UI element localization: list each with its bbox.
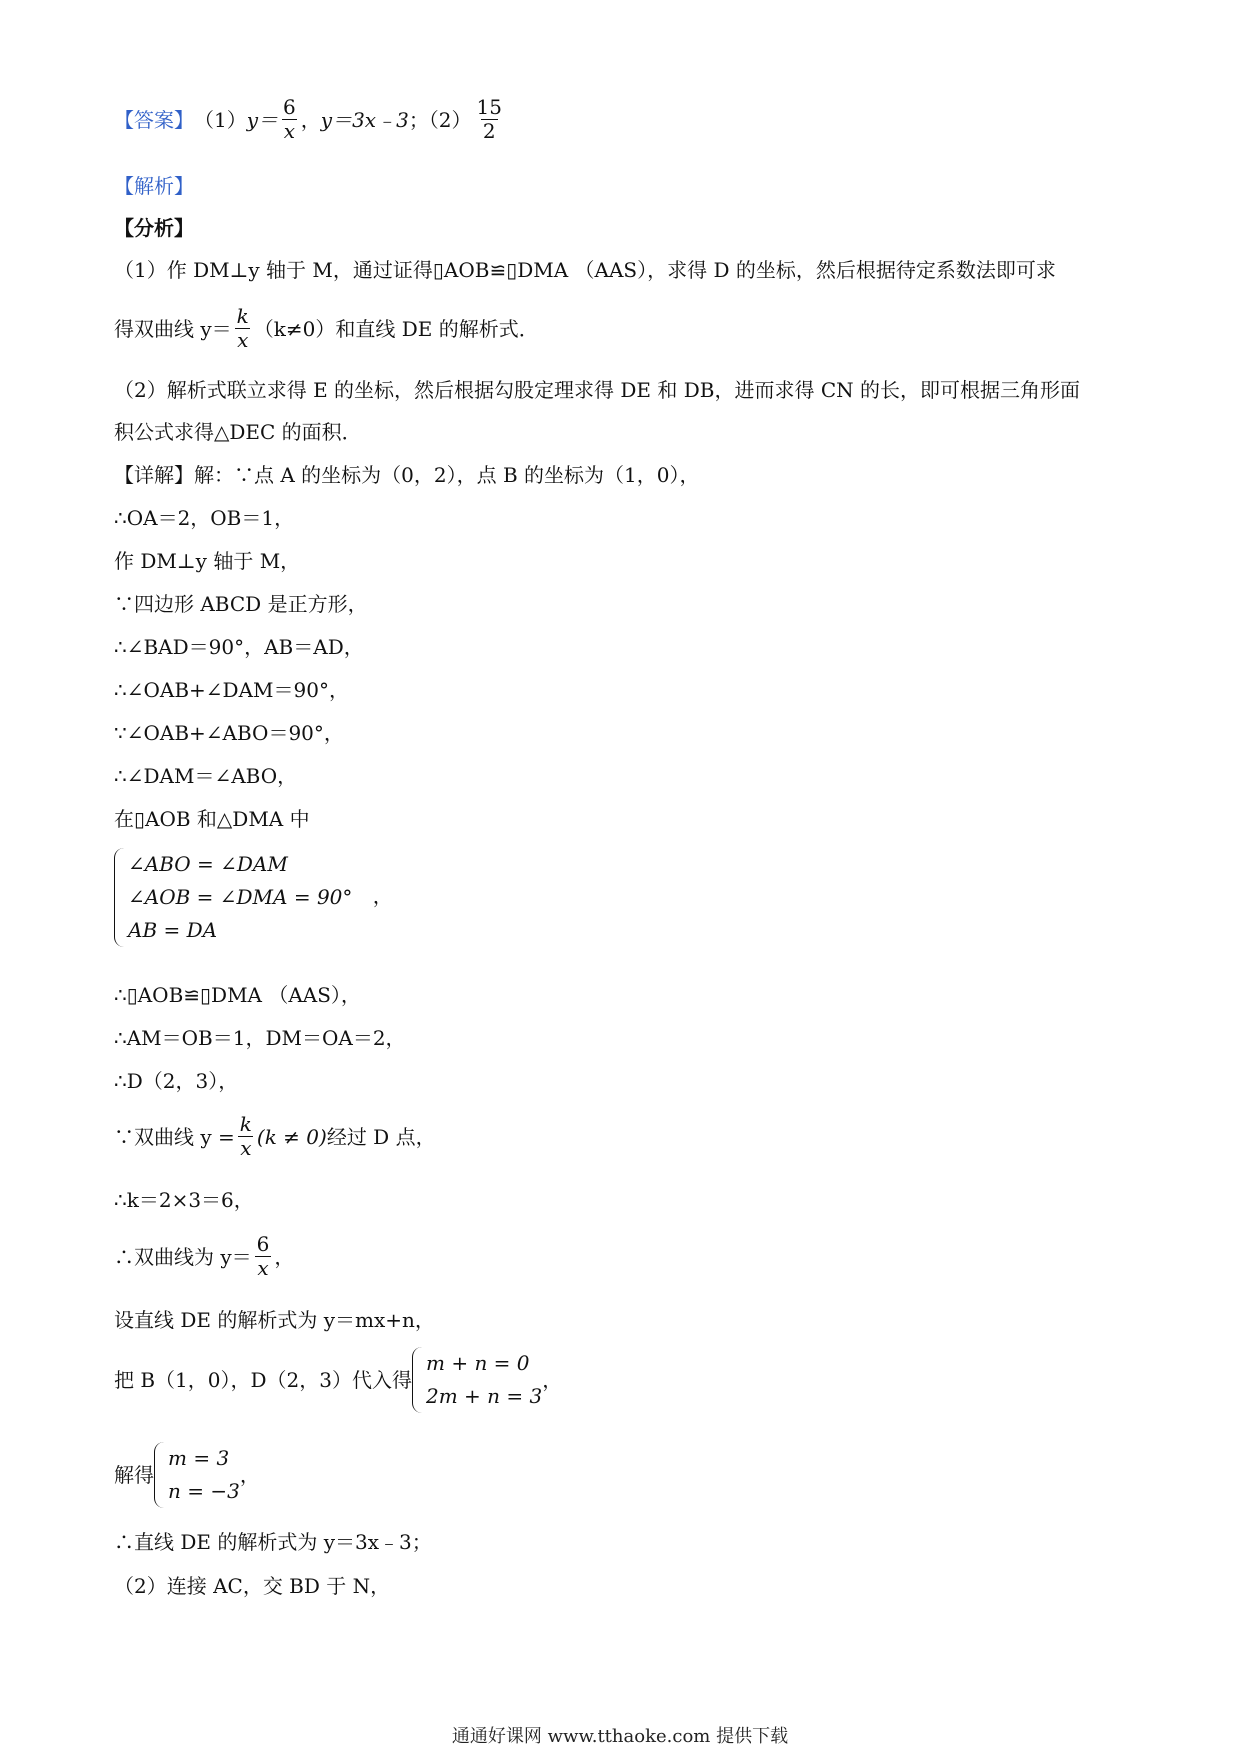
- system-1-row-2: ∠AOB = ∠DMA = 90°: [128, 885, 353, 909]
- detail-line-17: [114, 1347, 562, 1413]
- left-brace-icon: [114, 848, 124, 947]
- analysis-k-over-x: [235, 305, 251, 352]
- detail-line-13-suffix: 经过 D 点，: [326, 1124, 436, 1149]
- hyperbola-x-denominator: x: [240, 1136, 252, 1160]
- answer-eq2: y＝3x﹣3: [320, 107, 409, 132]
- answer-eq1-left: y＝: [246, 107, 279, 132]
- answer-value-denominator: 2: [482, 119, 496, 143]
- equation-system-3-rows: [168, 1442, 240, 1508]
- answer-eq1-denominator: x: [283, 119, 296, 143]
- equation-system-1: [114, 848, 393, 947]
- detail-line-16: 设直线 DE 的解析式为 y＝mx+n，: [114, 1308, 435, 1332]
- equation-system-1-rows: [128, 848, 352, 947]
- detail-line-13: [114, 1113, 436, 1160]
- system-3-row-2: n = −3: [168, 1479, 240, 1503]
- detail-line-18: [114, 1442, 260, 1508]
- system-3-row-1: m = 3: [168, 1446, 230, 1470]
- detail-line-8: ∴∠DAM＝∠ABO，: [114, 764, 298, 788]
- analysis-line-2-prefix: 得双曲线 y＝: [114, 316, 232, 341]
- detail-line-13-prefix: ∵双曲线 y =: [114, 1124, 235, 1149]
- analysis-line-3: （2）解析式联立求得 E 的坐标，然后根据勾股定理求得 DE 和 DB，进而求得 CN 的长，即可根据三角形面: [114, 378, 1080, 402]
- equation-system-3: [154, 1442, 240, 1508]
- answer-line: [114, 96, 507, 143]
- detail-line-12: ∴D（2，3），: [114, 1069, 239, 1093]
- detail-line-2: ∴OA＝2，OB＝1，: [114, 506, 295, 530]
- analysis-tag: 【分析】: [114, 216, 194, 240]
- equation-system-2-rows: [426, 1347, 542, 1413]
- detail-line-18-suffix: ，: [239, 1463, 260, 1487]
- detail-line-15-suffix: ，: [274, 1244, 295, 1269]
- equation-system-2: [412, 1347, 542, 1413]
- hyperbola-k-numerator: k: [239, 1112, 252, 1136]
- hyperbola-6-numerator: 6: [256, 1232, 270, 1256]
- answer-eq1-numerator: 6: [283, 95, 296, 119]
- system-1-row-1: ∠ABO = ∠DAM: [128, 852, 288, 876]
- system-1-row-3: AB = DA: [128, 918, 218, 942]
- detail-line-10: ∴▯AOB≌▯DMA （AAS），: [114, 983, 361, 1007]
- detail-line-11: ∴AM＝OB＝1，DM＝OA＝2，: [114, 1026, 406, 1050]
- detail-line-3: 作 DM⊥y 轴于 M，: [114, 549, 301, 573]
- answer-part2-label: ；（2）: [408, 107, 472, 132]
- left-brace-icon: [412, 1347, 422, 1413]
- analysis-line-1: （1）作 DM⊥y 轴于 M，通过证得▯AOB≌▯DMA （AAS），求得 D 的坐标，然后根据待定系数法即可求: [114, 258, 1056, 282]
- answer-eq1-fraction: [281, 96, 298, 143]
- detail-line-20: （2）连接 AC，交 BD 于 N，: [114, 1574, 391, 1598]
- detail-line-15-prefix: ∴双曲线为 y＝: [114, 1244, 252, 1269]
- hyperbola-6-over-x: [255, 1233, 272, 1280]
- hyperbola-k-over-x: [238, 1113, 254, 1160]
- answer-eq1-sep: ，: [300, 107, 321, 132]
- detail-line-18-prefix: 解得: [114, 1463, 154, 1487]
- detail-line-7: ∵∠OAB+∠ABO＝90°，: [114, 721, 344, 745]
- hyperbola-condition: (k ≠ 0): [256, 1124, 327, 1149]
- system-1-tail: ，: [372, 884, 393, 908]
- system-2-row-1: m + n = 0: [426, 1351, 530, 1375]
- equation-system-1-body: [114, 848, 352, 947]
- detail-line-19: ∴直线 DE 的解析式为 y＝3x﹣3；: [114, 1530, 432, 1554]
- detail-line-5: ∴∠BAD＝90°，AB＝AD，: [114, 635, 364, 659]
- detail-line-17-suffix: ，: [542, 1368, 563, 1392]
- answer-tag: 【答案】: [114, 107, 194, 132]
- left-brace-icon: [154, 1442, 164, 1508]
- detail-line-1: 【详解】解：∵点 A 的坐标为（0，2），点 B 的坐标为（1，0），: [114, 463, 700, 487]
- detail-line-6: ∴∠OAB+∠DAM＝90°，: [114, 678, 349, 702]
- analysis-x-denominator: x: [237, 328, 249, 352]
- answer-value-fraction: [475, 96, 504, 143]
- detail-line-14: ∴k＝2×3＝6，: [114, 1188, 254, 1212]
- explain-tag: 【解析】: [114, 174, 194, 198]
- analysis-line-2: [114, 305, 539, 352]
- system-2-row-2: 2m + n = 3: [426, 1384, 543, 1408]
- analysis-line-4: 积公式求得△DEC 的面积．: [114, 420, 362, 444]
- answer-value-numerator: 15: [476, 95, 502, 119]
- detail-line-15: [114, 1233, 294, 1280]
- answer-part1-label: （1）: [194, 107, 247, 132]
- page-footer: 通通好课网 www.tthaoke.com 提供下载: [451, 1726, 789, 1747]
- detail-line-4: ∵四边形 ABCD 是正方形，: [114, 592, 368, 616]
- detail-line-9: 在▯AOB 和△DMA 中: [114, 807, 310, 831]
- analysis-k-numerator: k: [236, 304, 249, 328]
- detail-line-17-prefix: 把 B（1，0），D（2，3）代入得: [114, 1368, 412, 1392]
- hyperbola-6-denominator: x: [257, 1256, 269, 1280]
- analysis-line-2-suffix: （k≠0）和直线 DE 的解析式．: [253, 316, 539, 341]
